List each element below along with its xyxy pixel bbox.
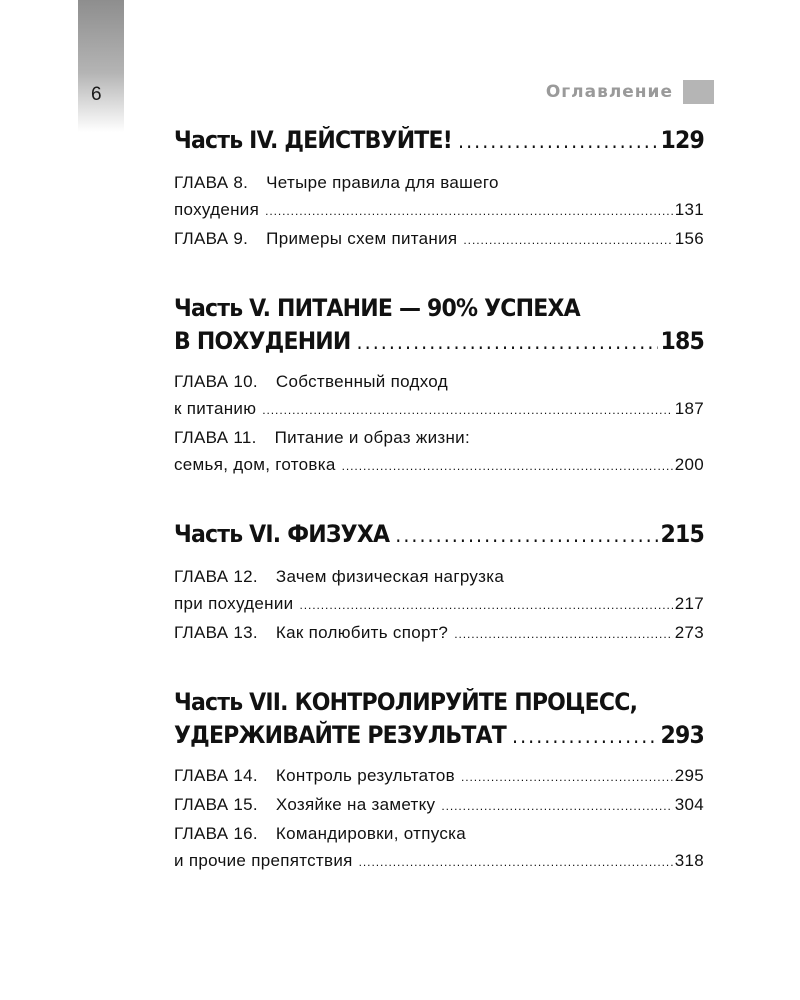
toc-chapter (174, 368, 704, 424)
leader-dots (458, 124, 658, 159)
part-title-line (174, 518, 704, 553)
chapter-line (174, 196, 704, 225)
part-page-number: 185 (660, 328, 704, 356)
leader-dots (299, 590, 672, 619)
toc-chapter (174, 791, 704, 820)
part-title-text: Часть VII. КОНТРОЛИРУЙТЕ ПРОЦЕСС, (174, 689, 638, 717)
chapter-page-number: 187 (674, 399, 704, 418)
chapter-line (174, 847, 704, 876)
toc-part (174, 124, 704, 254)
toc-chapter (174, 225, 704, 254)
chapter-title: Хозяйке на заметку (275, 795, 436, 814)
chapter-page-number: 304 (674, 795, 704, 814)
chapter-title: Четыре правила для вашего (266, 173, 499, 192)
part-title (174, 518, 704, 553)
chapter-page-number: 273 (674, 623, 704, 642)
chapter-number: ГЛАВА 16. (174, 824, 258, 843)
part-title-text: УДЕРЖИВАЙТЕ РЕЗУЛЬТАТ (174, 722, 506, 750)
part-page-number: 215 (660, 521, 704, 549)
chapter-line (174, 368, 704, 395)
chapter-line (174, 791, 704, 820)
part-page-number: 293 (660, 722, 704, 750)
chapter-line (174, 820, 704, 847)
toc-part (174, 686, 704, 876)
chapter-title: при похудении (174, 594, 294, 613)
chapter-line (174, 395, 704, 424)
chapter-line (174, 563, 704, 590)
leader-dots (395, 518, 658, 553)
toc-chapter (174, 563, 704, 619)
chapter-title: похудения (174, 200, 260, 219)
part-title-text: В ПОХУДЕНИИ (174, 328, 351, 356)
leader-dots (461, 762, 673, 791)
chapter-title: Зачем физическая нагрузка (275, 567, 505, 586)
leader-dots (357, 325, 659, 360)
page-number: 6 (91, 84, 102, 105)
leader-dots (454, 619, 673, 648)
part-title-line (174, 686, 704, 719)
part-title (174, 292, 704, 360)
toc-chapter (174, 169, 704, 225)
leader-dots (342, 451, 673, 480)
chapter-line (174, 225, 704, 254)
chapter-line (174, 169, 704, 196)
part-title-text: Часть VI. ФИЗУХА (174, 521, 390, 549)
part-title-line (174, 124, 704, 159)
toc-chapter (174, 424, 704, 480)
part-title-text: Часть V. ПИТАНИЕ — 90% УСПЕХА (174, 295, 580, 323)
chapter-title: и прочие препятствия (174, 851, 353, 870)
leader-dots (463, 225, 672, 254)
running-head-marker (683, 80, 714, 104)
chapter-title: к питанию (174, 399, 257, 418)
table-of-contents (174, 124, 704, 900)
chapter-page-number: 295 (674, 766, 704, 785)
leader-dots (512, 719, 658, 754)
chapter-page-number: 217 (674, 594, 704, 613)
part-title (174, 686, 704, 754)
chapter-title: Собственный подход (275, 372, 448, 391)
chapter-page-number: 131 (674, 200, 704, 219)
chapter-page-number: 156 (674, 229, 704, 248)
leader-dots (441, 791, 672, 820)
part-page-number: 129 (660, 127, 704, 155)
running-head (546, 80, 714, 104)
page-edge-tab (78, 0, 124, 132)
chapter-number: ГЛАВА 11. (174, 428, 257, 447)
chapter-line (174, 762, 704, 791)
chapter-line (174, 590, 704, 619)
chapter-line (174, 424, 704, 451)
toc-part (174, 518, 704, 648)
chapter-line (174, 451, 704, 480)
part-title (174, 124, 704, 159)
chapter-number: ГЛАВА 13. (174, 623, 258, 642)
chapter-title: Как полюбить спорт? (275, 623, 449, 642)
chapter-number: ГЛАВА 8. (174, 173, 249, 192)
part-title-text: Часть IV. ДЕЙСТВУЙТЕ! (174, 127, 452, 155)
part-title-line (174, 719, 704, 754)
leader-dots (262, 395, 672, 424)
part-title-line (174, 325, 704, 360)
toc-chapter (174, 762, 704, 791)
chapter-line (174, 619, 704, 648)
chapter-title: Контроль результатов (275, 766, 455, 785)
chapter-number: ГЛАВА 10. (174, 372, 258, 391)
chapter-title: семья, дом, готовка (174, 455, 336, 474)
leader-dots (359, 847, 673, 876)
chapter-number: ГЛАВА 15. (174, 795, 258, 814)
running-head-title: Оглавление (545, 82, 673, 102)
chapter-page-number: 318 (674, 851, 704, 870)
leader-dots (265, 196, 673, 225)
chapter-page-number: 200 (674, 455, 704, 474)
chapter-number: ГЛАВА 12. (174, 567, 258, 586)
chapter-number: ГЛАВА 14. (174, 766, 258, 785)
chapter-title: Питание и образ жизни: (274, 428, 470, 447)
toc-chapter (174, 820, 704, 876)
part-title-line (174, 292, 704, 325)
chapter-title: Командировки, отпуска (275, 824, 466, 843)
chapter-title: Примеры схем питания (266, 229, 458, 248)
toc-part (174, 292, 704, 480)
chapter-number: ГЛАВА 9. (174, 229, 249, 248)
toc-chapter (174, 619, 704, 648)
